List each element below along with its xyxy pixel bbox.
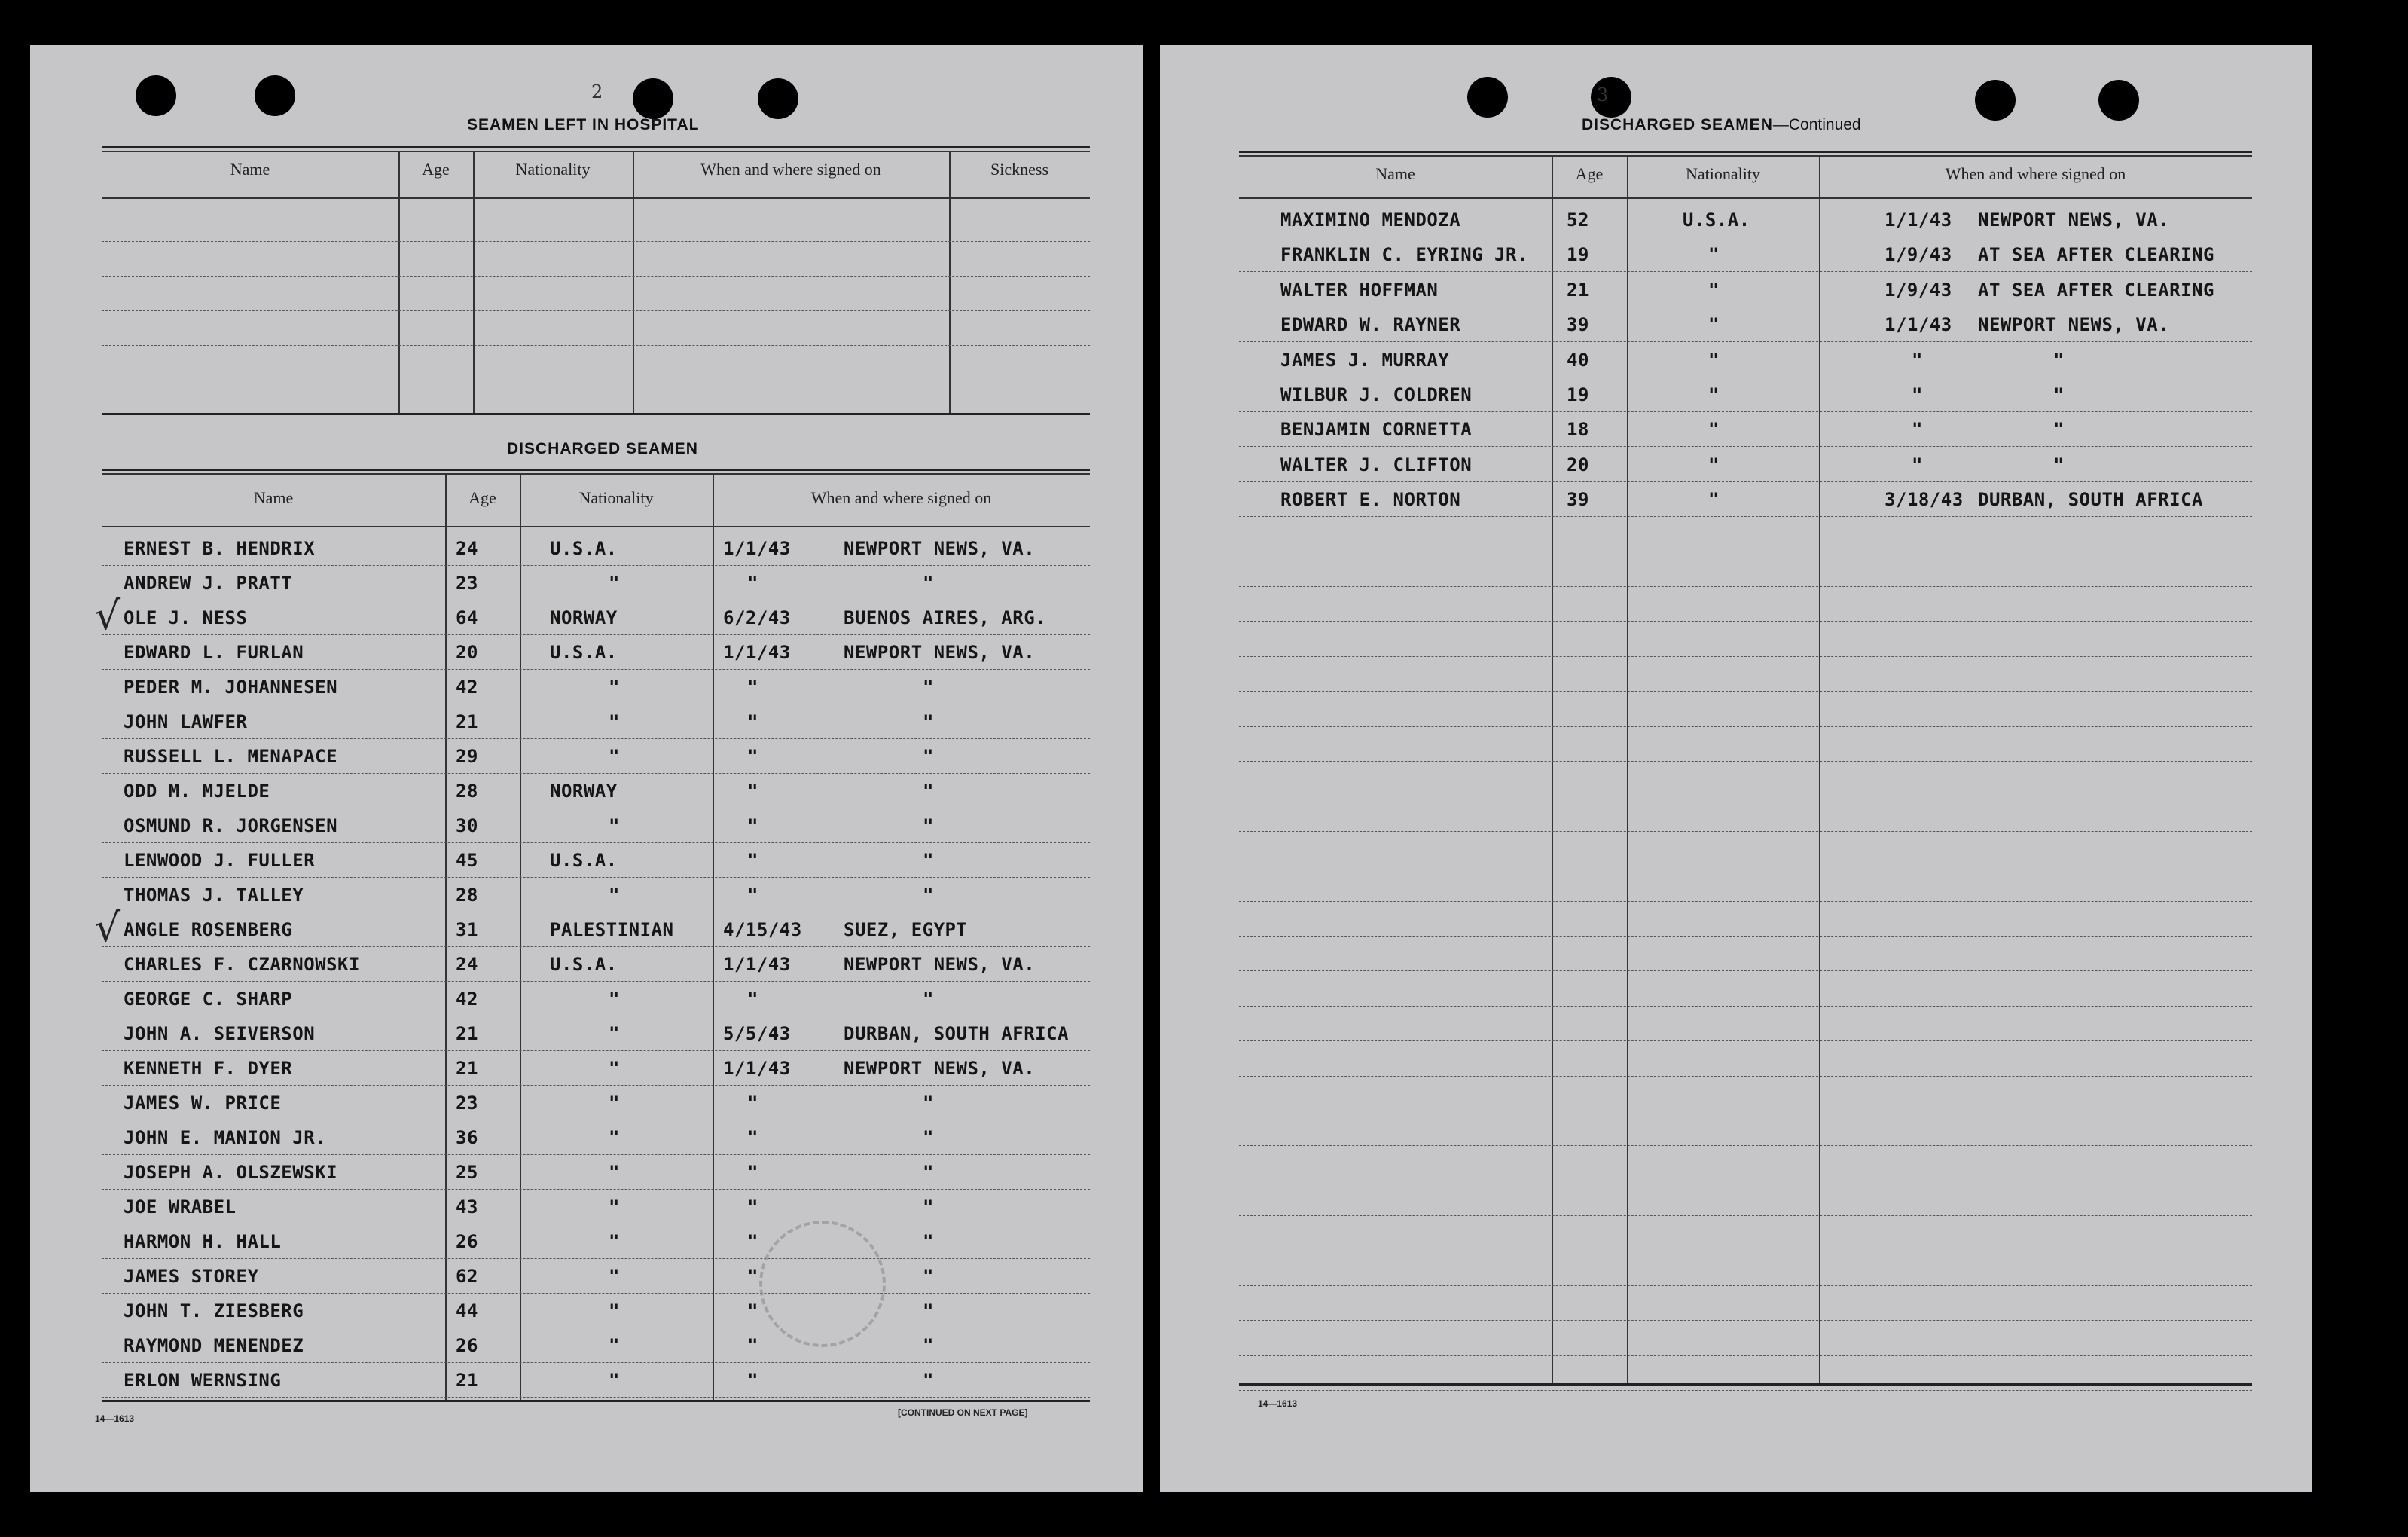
row-line xyxy=(102,1362,1090,1363)
seaman-nationality: " xyxy=(1708,454,1720,475)
signed-on-place: " xyxy=(923,711,934,732)
signed-on-place: NEWPORT NEWS, VA. xyxy=(1978,209,2170,231)
seaman-nationality: U.S.A. xyxy=(550,642,618,663)
row-line xyxy=(102,276,1090,277)
signed-on-place: " xyxy=(923,573,934,594)
row-line xyxy=(102,241,1090,242)
row-line xyxy=(1239,1320,2252,1321)
punch-hole xyxy=(2098,80,2139,121)
seaman-nationality: " xyxy=(609,1127,620,1148)
signed-on-date: " xyxy=(747,1300,758,1322)
rule xyxy=(1239,1383,2252,1386)
seaman-age: 21 xyxy=(456,1058,478,1079)
seaman-name: WALTER J. CLIFTON xyxy=(1280,454,1473,475)
signed-on-place: " xyxy=(923,1335,934,1356)
seaman-nationality: " xyxy=(609,1058,620,1079)
seaman-nationality: U.S.A. xyxy=(550,954,618,975)
seaman-name: ODD M. MJELDE xyxy=(124,781,270,802)
row-line xyxy=(1239,411,2252,412)
punch-hole xyxy=(1975,80,2016,121)
check-mark-icon: √ xyxy=(95,594,121,639)
signed-on-place: " xyxy=(2053,350,2065,371)
seaman-name: JAMES STOREY xyxy=(124,1266,259,1287)
punch-hole xyxy=(633,78,673,119)
signed-on-place: " xyxy=(923,815,934,836)
seaman-name: WALTER HOFFMAN xyxy=(1280,280,1439,301)
row-line xyxy=(102,565,1090,566)
row-line xyxy=(102,1050,1090,1051)
seaman-name: JOSEPH A. OLSZEWSKI xyxy=(124,1162,338,1183)
row-line xyxy=(102,877,1090,878)
rule xyxy=(102,526,1090,527)
form-number: 14—1613 xyxy=(1258,1398,1298,1409)
seaman-name: EDWARD W. RAYNER xyxy=(1280,314,1461,335)
row-line xyxy=(1239,1040,2252,1041)
rule xyxy=(102,197,1090,199)
right-page xyxy=(1160,45,2312,1492)
column-header: Nationality xyxy=(1686,164,1760,183)
seaman-name: HARMON H. HALL xyxy=(124,1231,282,1252)
seaman-age: 31 xyxy=(456,919,478,940)
seaman-nationality: " xyxy=(609,885,620,906)
seaman-name: RAYMOND MENENDEZ xyxy=(124,1335,304,1356)
seaman-name: JAMES J. MURRAY xyxy=(1280,350,1450,371)
signed-on-place: " xyxy=(923,746,934,767)
signed-on-place: SUEZ, EGYPT xyxy=(844,919,968,940)
seaman-name: PEDER M. JOHANNESEN xyxy=(124,677,338,698)
seaman-name: ROBERT E. NORTON xyxy=(1280,489,1461,510)
seaman-name: EDWARD L. FURLAN xyxy=(124,642,304,663)
row-line xyxy=(102,1189,1090,1190)
seaman-nationality: " xyxy=(1708,280,1720,301)
row-line xyxy=(102,738,1090,739)
signed-on-date: 1/9/43 xyxy=(1885,244,1952,265)
seaman-nationality: " xyxy=(609,1092,620,1114)
row-line xyxy=(1239,446,2252,447)
seaman-age: 30 xyxy=(456,815,478,836)
seaman-nationality: " xyxy=(609,1266,620,1287)
row-line xyxy=(1239,901,2252,902)
row-line xyxy=(1239,726,2252,727)
column-divider xyxy=(949,151,951,413)
seaman-name: LENWOOD J. FULLER xyxy=(124,850,316,871)
row-line xyxy=(1239,831,2252,832)
title-text: DISCHARGED SEAMEN xyxy=(1582,116,1773,133)
signed-on-place: DURBAN, SOUTH AFRICA xyxy=(1978,489,2203,510)
seaman-nationality: " xyxy=(609,815,620,836)
row-line xyxy=(102,310,1090,311)
signed-on-date: " xyxy=(747,885,758,906)
seaman-age: 28 xyxy=(456,781,478,802)
rule xyxy=(102,413,1090,415)
seaman-age: 52 xyxy=(1567,209,1589,231)
signed-on-date: " xyxy=(747,677,758,698)
signed-on-place: " xyxy=(2053,419,2065,440)
seaman-name: JOHN E. MANION JR. xyxy=(124,1127,327,1148)
row-line xyxy=(1239,1145,2252,1146)
seaman-age: 39 xyxy=(1567,314,1589,335)
signed-on-place: " xyxy=(923,1092,934,1114)
signed-on-date: 1/1/43 xyxy=(723,538,791,559)
column-header: Sickness xyxy=(990,160,1048,179)
column-divider xyxy=(633,151,634,413)
signed-on-place: " xyxy=(923,1370,934,1391)
signed-on-date: " xyxy=(1912,419,1923,440)
signed-on-date: 1/1/43 xyxy=(723,642,791,663)
signed-on-place: " xyxy=(923,781,934,802)
seaman-nationality: " xyxy=(609,1023,620,1044)
seaman-age: 45 xyxy=(456,850,478,871)
signed-on-place: " xyxy=(923,989,934,1010)
seaman-nationality: " xyxy=(609,711,620,732)
column-header: Name xyxy=(1375,164,1415,183)
column-divider xyxy=(398,151,400,413)
row-line xyxy=(1239,970,2252,971)
form-number: 14—1613 xyxy=(95,1413,135,1424)
left-page xyxy=(30,45,1143,1492)
signed-on-place: NEWPORT NEWS, VA. xyxy=(844,954,1036,975)
signed-on-date: " xyxy=(747,711,758,732)
signed-on-date: " xyxy=(747,1196,758,1218)
seaman-age: 28 xyxy=(456,885,478,906)
seaman-nationality: U.S.A. xyxy=(1683,209,1750,231)
seaman-name: ANDREW J. PRATT xyxy=(124,573,293,594)
seaman-nationality: " xyxy=(609,1370,620,1391)
seaman-nationality: " xyxy=(609,746,620,767)
row-line xyxy=(1239,691,2252,692)
column-divider xyxy=(473,151,475,413)
signed-on-place: " xyxy=(923,1266,934,1287)
rule xyxy=(102,469,1090,471)
seaman-age: 29 xyxy=(456,746,478,767)
circular-stamp xyxy=(759,1221,886,1347)
seaman-name: CHARLES F. CZARNOWSKI xyxy=(124,954,360,975)
seaman-age: 36 xyxy=(456,1127,478,1148)
seaman-name: BENJAMIN CORNETTA xyxy=(1280,419,1473,440)
rule xyxy=(102,473,1090,475)
seaman-age: 42 xyxy=(456,677,478,698)
seaman-age: 21 xyxy=(456,1370,478,1391)
punch-hole xyxy=(1467,77,1508,118)
signed-on-date: 1/1/43 xyxy=(1885,314,1952,335)
seaman-age: 40 xyxy=(1567,350,1589,371)
page-number: 2 xyxy=(591,81,603,102)
row-line xyxy=(102,345,1090,346)
row-line xyxy=(102,946,1090,947)
seaman-age: 23 xyxy=(456,573,478,594)
seaman-name: THOMAS J. TALLEY xyxy=(124,885,304,906)
seaman-name: ERLON WERNSING xyxy=(124,1370,282,1391)
column-header: When and where signed on xyxy=(700,160,881,179)
seaman-nationality: NORWAY xyxy=(550,781,618,802)
row-line xyxy=(1239,1285,2252,1286)
signed-on-place: AT SEA AFTER CLEARING xyxy=(1978,280,2214,301)
seaman-name: ERNEST B. HENDRIX xyxy=(124,538,316,559)
signed-on-place: " xyxy=(923,1127,934,1148)
signed-on-place: " xyxy=(2053,454,2065,475)
row-line xyxy=(102,669,1090,670)
row-line xyxy=(102,1397,1090,1398)
continued-note: [CONTINUED ON NEXT PAGE] xyxy=(898,1407,1028,1418)
row-line xyxy=(1239,656,2252,657)
row-line xyxy=(1239,271,2252,272)
column-divider xyxy=(520,473,521,1400)
signed-on-place: " xyxy=(923,1231,934,1252)
column-header: Name xyxy=(253,488,294,507)
rule xyxy=(1239,197,2252,199)
seaman-nationality: " xyxy=(1708,244,1720,265)
rule xyxy=(102,1400,1090,1402)
row-line xyxy=(102,773,1090,774)
row-line xyxy=(1239,341,2252,342)
seaman-age: 19 xyxy=(1567,244,1589,265)
row-line xyxy=(1239,516,2252,517)
column-header: Nationality xyxy=(515,160,591,179)
seaman-age: 20 xyxy=(456,642,478,663)
seaman-age: 21 xyxy=(1567,280,1589,301)
seaman-age: 25 xyxy=(456,1162,478,1183)
seaman-age: 64 xyxy=(456,607,478,628)
column-header: Nationality xyxy=(578,488,654,507)
signed-on-place: " xyxy=(923,677,934,698)
signed-on-date: 1/1/43 xyxy=(1885,209,1952,231)
seaman-age: 21 xyxy=(456,1023,478,1044)
row-line xyxy=(1239,1076,2252,1077)
seaman-age: 24 xyxy=(456,538,478,559)
signed-on-place: NEWPORT NEWS, VA. xyxy=(844,642,1036,663)
column-header: Age xyxy=(1575,164,1604,183)
seaman-name: JOHN A. SEIVERSON xyxy=(124,1023,316,1044)
seaman-nationality: NORWAY xyxy=(550,607,618,628)
signed-on-date: " xyxy=(747,781,758,802)
seaman-nationality: " xyxy=(609,573,620,594)
punch-hole xyxy=(758,78,798,119)
seaman-age: 26 xyxy=(456,1231,478,1252)
signed-on-place: NEWPORT NEWS, VA. xyxy=(1978,314,2170,335)
signed-on-place: " xyxy=(923,1300,934,1322)
column-divider xyxy=(1552,155,1553,1383)
signed-on-date: " xyxy=(1912,384,1923,405)
signed-on-place: " xyxy=(923,850,934,871)
seaman-age: 23 xyxy=(456,1092,478,1114)
seaman-name: KENNETH F. DYER xyxy=(124,1058,293,1079)
seaman-age: 18 xyxy=(1567,419,1589,440)
seaman-age: 21 xyxy=(456,711,478,732)
signed-on-date: 1/9/43 xyxy=(1885,280,1952,301)
seaman-age: 44 xyxy=(456,1300,478,1322)
seaman-nationality: " xyxy=(609,677,620,698)
seaman-name: RUSSELL L. MENAPACE xyxy=(124,746,338,767)
signed-on-date: 1/1/43 xyxy=(723,954,791,975)
column-header: Name xyxy=(230,160,270,179)
seaman-name: JOHN T. ZIESBERG xyxy=(124,1300,304,1322)
column-divider xyxy=(1819,155,1820,1383)
row-line xyxy=(1239,1006,2252,1007)
seaman-name: FRANKLIN C. EYRING JR. xyxy=(1280,244,1528,265)
seaman-nationality: " xyxy=(1708,384,1720,405)
signed-on-place: DURBAN, SOUTH AFRICA xyxy=(844,1023,1069,1044)
seaman-name: OSMUND R. JORGENSEN xyxy=(124,815,338,836)
seaman-age: 39 xyxy=(1567,489,1589,510)
punch-hole xyxy=(136,75,176,116)
seaman-name: GEORGE C. SHARP xyxy=(124,989,293,1010)
column-header: Age xyxy=(422,160,450,179)
seaman-name: MAXIMINO MENDOZA xyxy=(1280,209,1461,231)
signed-on-date: 5/5/43 xyxy=(723,1023,791,1044)
column-divider xyxy=(1627,155,1628,1383)
seaman-nationality: PALESTINIAN xyxy=(550,919,674,940)
row-line xyxy=(102,842,1090,843)
row-line xyxy=(1239,936,2252,937)
column-header: When and where signed on xyxy=(1945,164,2126,183)
row-line xyxy=(102,1085,1090,1086)
seaman-nationality: " xyxy=(609,989,620,1010)
row-line xyxy=(102,634,1090,635)
row-line xyxy=(1239,481,2252,482)
signed-on-place: " xyxy=(923,885,934,906)
row-line xyxy=(102,1293,1090,1294)
discharged-continued-title xyxy=(1582,116,1861,134)
row-line xyxy=(1239,1215,2252,1216)
seaman-age: 26 xyxy=(456,1335,478,1356)
signed-on-date: " xyxy=(747,1231,758,1252)
rule xyxy=(1239,155,2252,157)
seaman-nationality: " xyxy=(609,1196,620,1218)
signed-on-date: " xyxy=(747,1335,758,1356)
signed-on-date: 3/18/43 xyxy=(1885,489,1964,510)
seaman-nationality: U.S.A. xyxy=(550,538,618,559)
rule xyxy=(102,151,1090,152)
seaman-age: 24 xyxy=(456,954,478,975)
seaman-nationality: " xyxy=(609,1335,620,1356)
signed-on-place: NEWPORT NEWS, VA. xyxy=(844,538,1036,559)
seaman-nationality: " xyxy=(1708,489,1720,510)
signed-on-date: " xyxy=(747,1162,758,1183)
row-line xyxy=(1239,621,2252,622)
signed-on-date: " xyxy=(747,989,758,1010)
signed-on-date: " xyxy=(747,1127,758,1148)
signed-on-place: BUENOS AIRES, ARG. xyxy=(844,607,1047,628)
seaman-name: ANGLE ROSENBERG xyxy=(124,919,293,940)
punch-hole xyxy=(255,75,295,116)
signed-on-date: 1/1/43 xyxy=(723,1058,791,1079)
signed-on-place: NEWPORT NEWS, VA. xyxy=(844,1058,1036,1079)
rule xyxy=(102,146,1090,148)
seaman-nationality: " xyxy=(609,1231,620,1252)
seaman-name: OLE J. NESS xyxy=(124,607,248,628)
seaman-nationality: " xyxy=(1708,314,1720,335)
row-line xyxy=(102,981,1090,982)
seaman-age: 20 xyxy=(1567,454,1589,475)
row-line xyxy=(102,1258,1090,1259)
row-line xyxy=(1239,1355,2252,1356)
seaman-name: WILBUR J. COLDREN xyxy=(1280,384,1473,405)
signed-on-date: 4/15/43 xyxy=(723,919,802,940)
seaman-name: JAMES W. PRICE xyxy=(124,1092,282,1114)
seaman-age: 19 xyxy=(1567,384,1589,405)
seaman-age: 62 xyxy=(456,1266,478,1287)
row-line xyxy=(1239,586,2252,587)
seaman-age: 42 xyxy=(456,989,478,1010)
seaman-name: JOE WRABEL xyxy=(124,1196,237,1218)
rule xyxy=(1239,151,2252,153)
seaman-nationality: U.S.A. xyxy=(550,850,618,871)
signed-on-date: " xyxy=(747,573,758,594)
signed-on-place: AT SEA AFTER CLEARING xyxy=(1978,244,2214,265)
row-line xyxy=(1239,1390,2252,1391)
check-mark-icon: √ xyxy=(95,906,121,951)
signed-on-date: " xyxy=(1912,350,1923,371)
signed-on-date: " xyxy=(1912,454,1923,475)
row-line xyxy=(1239,761,2252,762)
signed-on-place: " xyxy=(923,1162,934,1183)
column-divider xyxy=(445,473,447,1400)
seaman-name: JOHN LAWFER xyxy=(124,711,248,732)
seaman-nationality: " xyxy=(609,1300,620,1322)
signed-on-date: " xyxy=(747,815,758,836)
signed-on-date: 6/2/43 xyxy=(723,607,791,628)
signed-on-date: " xyxy=(747,850,758,871)
signed-on-date: " xyxy=(747,746,758,767)
signed-on-date: " xyxy=(747,1092,758,1114)
page-number: 3 xyxy=(1597,84,1609,105)
signed-on-date: " xyxy=(747,1266,758,1287)
signed-on-place: " xyxy=(2053,384,2065,405)
discharged-section-title: DISCHARGED SEAMEN xyxy=(507,440,698,457)
signed-on-date: " xyxy=(747,1370,758,1391)
seaman-nationality: " xyxy=(1708,350,1720,371)
hospital-section-title: SEAMEN LEFT IN HOSPITAL xyxy=(467,116,700,133)
signed-on-place: " xyxy=(923,1196,934,1218)
seaman-age: 43 xyxy=(456,1196,478,1218)
column-divider xyxy=(713,473,714,1400)
column-header: Age xyxy=(468,488,496,507)
seaman-nationality: " xyxy=(1708,419,1720,440)
seaman-nationality: " xyxy=(609,1162,620,1183)
column-header: When and where signed on xyxy=(810,488,992,507)
title-suffix: —Continued xyxy=(1772,116,1861,133)
row-line xyxy=(102,1154,1090,1155)
